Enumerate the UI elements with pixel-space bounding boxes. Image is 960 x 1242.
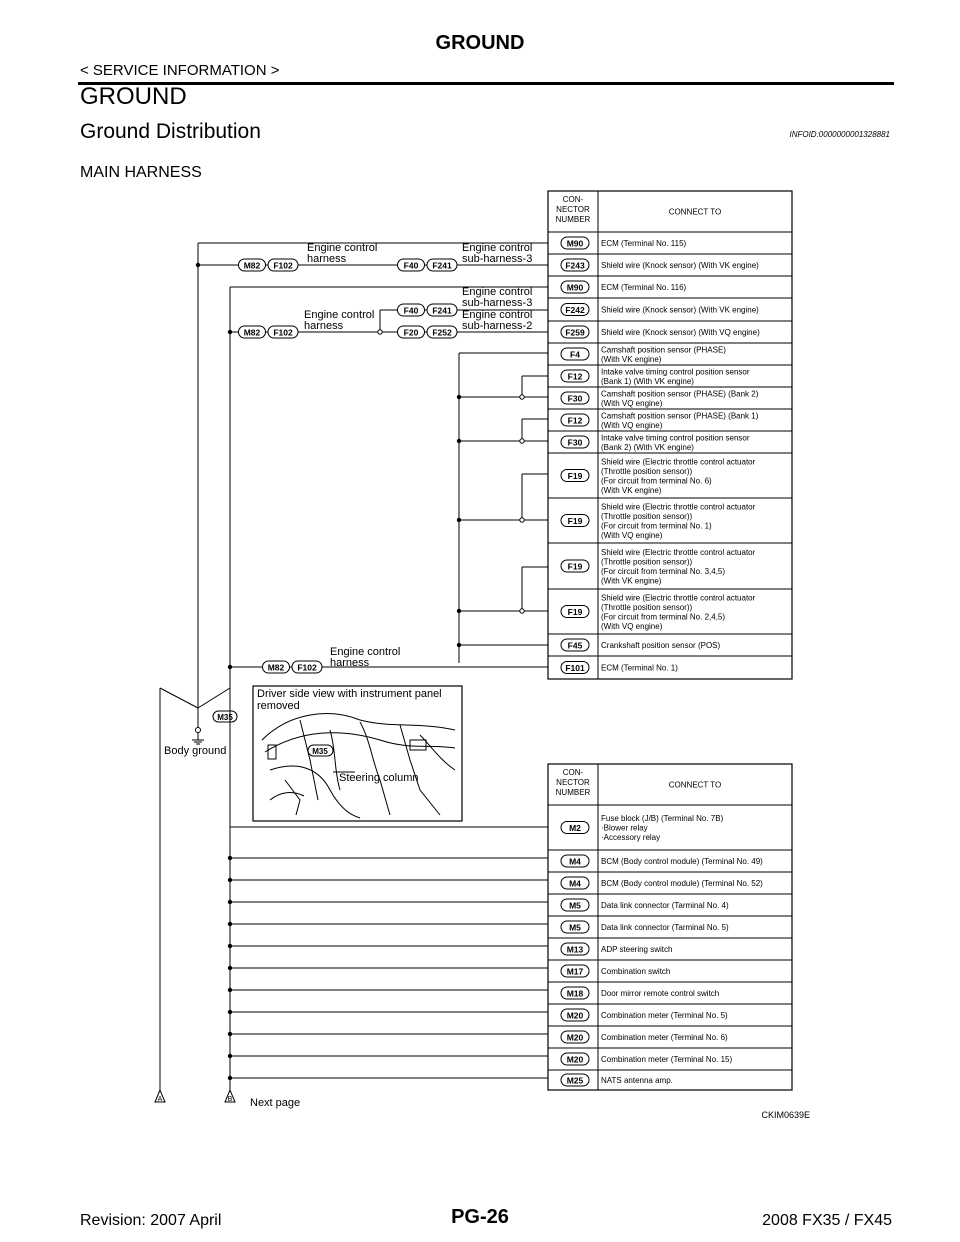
table1-connector-m90: M90 xyxy=(566,238,584,249)
point-b-label: B xyxy=(227,1096,233,1103)
splice-dot-lower xyxy=(228,922,232,926)
table1-row-text: (With VQ engine) xyxy=(601,621,663,631)
splice-dot-lower xyxy=(228,966,232,970)
engine-control-label-1b: harness xyxy=(307,253,347,265)
table2-connector-m20: M20 xyxy=(566,1054,584,1065)
engine-control-label-3b: harness xyxy=(330,657,370,669)
connector-f241-1: F241 xyxy=(432,260,452,271)
table2-rows xyxy=(548,814,792,1086)
table1-row-text: (With VQ engine) xyxy=(601,530,663,540)
table1-header-connector-0: CON- xyxy=(562,195,584,204)
table2-header-connect-to: CONNECT TO xyxy=(668,780,722,790)
table1-header-connect-to: CONNECT TO xyxy=(668,207,722,217)
splice-dot-lower xyxy=(228,944,232,948)
engine-control-label-3a: Engine control xyxy=(330,646,401,658)
connector-f20: F20 xyxy=(403,327,419,338)
table2-connector-m4: M4 xyxy=(569,856,581,867)
connector-m82-1: M82 xyxy=(243,260,261,271)
table1-row-text: (For circuit from terminal No. 2,4,5) xyxy=(601,612,726,622)
table1-row-text: (Throttle position sensor)) xyxy=(601,602,693,612)
connector-m82-3: M82 xyxy=(267,662,285,673)
inset-m35-label: M35 xyxy=(312,747,328,756)
table1-row-text: Camshaft position sensor (PHASE) (Bank 1) xyxy=(601,411,759,421)
table2-connector-m5: M5 xyxy=(569,900,581,911)
table1-row-text: (Bank 2) (With VK engine) xyxy=(601,442,694,452)
connector-m82-2: M82 xyxy=(243,327,261,338)
continuation-markers xyxy=(155,1090,300,1109)
table2-header-connector-1: NECTOR xyxy=(556,778,590,787)
table2-row-text: Data link connector (Tarminal No. 5) xyxy=(601,923,729,932)
splice-dot-lower xyxy=(228,878,232,882)
next-page-label: Next page xyxy=(250,1097,301,1109)
table1-connector-f30: F30 xyxy=(567,437,583,448)
table2-row-text: BCM (Body control module) (Terminal No. 49) xyxy=(601,857,763,866)
table2-header-connector-0: CON- xyxy=(562,768,584,777)
inset-figure xyxy=(253,686,462,821)
table1-row-text: (With VQ engine) xyxy=(601,420,663,430)
lower-wiring xyxy=(228,827,548,1080)
info-id: INFOID:0000000001328881 xyxy=(789,130,890,139)
table2-connector-m20: M20 xyxy=(566,1010,584,1021)
table2-connector-m4: M4 xyxy=(569,878,581,889)
sub3-label-1b: sub-harness-3 xyxy=(462,253,533,265)
table1-row-text: Shield wire (Electric throttle control actuator xyxy=(601,502,756,512)
table1-row-text: ECM (Terminal No. 1) xyxy=(601,663,678,673)
table1-row-text: (With VQ engine) xyxy=(601,398,663,408)
vehicle-model: 2008 FX35 / FX45 xyxy=(762,1212,892,1229)
figure-code: CKIM0639E xyxy=(761,1110,810,1120)
table1-row-text: (Throttle position sensor)) xyxy=(601,557,693,567)
table1-row-text: (Bank 1) (With VK engine) xyxy=(601,376,694,386)
table1-connector-f19: F19 xyxy=(567,515,583,526)
table1-connector-f19: F19 xyxy=(567,606,583,617)
table1-row-text: Shield wire (Knock sensor) (With VQ engine) xyxy=(601,328,760,337)
revision-date: Revision: 2007 April xyxy=(80,1212,222,1229)
sub2-label-a: Engine control xyxy=(462,309,533,321)
table1-connector-f242: F242 xyxy=(565,304,585,315)
table2-row-text: Data link connector (Tarminal No. 4) xyxy=(601,901,729,910)
table1-header xyxy=(548,195,792,232)
table1-row-text: ECM (Terminal No. 115) xyxy=(601,239,687,248)
page-header-title: GROUND xyxy=(435,32,525,54)
table2-header xyxy=(548,768,792,805)
table2-connector-m5: M5 xyxy=(569,922,581,933)
table2-connector-m25: M25 xyxy=(566,1075,584,1086)
table1-connector-f4: F4 xyxy=(570,349,580,360)
table2-connector-m18: M18 xyxy=(566,988,584,999)
breadcrumb[interactable]: < SERVICE INFORMATION > xyxy=(80,62,280,79)
point-a-label: A xyxy=(157,1096,163,1103)
table1-row-text: Camshaft position sensor (PHASE) xyxy=(601,345,726,355)
table1-rows xyxy=(548,237,792,674)
splice-dot-lower xyxy=(228,988,232,992)
table2-row-text: Combination meter (Terminal No. 5) xyxy=(601,1011,728,1020)
engine-control-label-1a: Engine control xyxy=(307,242,378,254)
table1-row-text: ECM (Terminal No. 116) xyxy=(601,283,687,292)
section-title: GROUND xyxy=(80,83,187,110)
table1-header-connector-2: NUMBER xyxy=(555,215,591,224)
table2-connector-m20: M20 xyxy=(566,1032,584,1043)
table1-connector-f19: F19 xyxy=(567,561,583,572)
table1-connector-f19: F19 xyxy=(567,470,583,481)
splice-dot-lower xyxy=(228,1076,232,1080)
table1-row-text: Shield wire (Knock sensor) (With VK engine) xyxy=(601,261,759,270)
table1-connector-f12: F12 xyxy=(567,371,583,382)
table1-connector-f101: F101 xyxy=(565,662,585,673)
splice-dot-lower xyxy=(228,1010,232,1014)
splice-open-dots xyxy=(378,330,524,613)
connector-f102-1: F102 xyxy=(273,260,293,271)
engine-control-label-2b: harness xyxy=(304,320,344,332)
table1-row-text: Camshaft position sensor (PHASE) (Bank 2) xyxy=(601,389,759,399)
table2-connector-m13: M13 xyxy=(566,944,584,955)
table1-row-text: (Throttle position sensor)) xyxy=(601,511,693,521)
connector-f40-2: F40 xyxy=(403,305,419,316)
steering-column-label: Steering column xyxy=(339,772,419,784)
harness-title: MAIN HARNESS xyxy=(80,164,202,181)
table1-row-text: Shield wire (Electric throttle control actuator xyxy=(601,547,756,557)
connector-f102-2: F102 xyxy=(273,327,293,338)
table2-row-text: ·Accessory relay xyxy=(601,833,661,842)
table2-row-text: BCM (Body control module) (Terminal No. 52) xyxy=(601,879,763,888)
sub3-label-1a: Engine control xyxy=(462,242,533,254)
splice-dot-lower xyxy=(228,900,232,904)
table2-row-text: ADP steering switch xyxy=(601,945,673,954)
table1-row-text: Intake valve timing control position sensor xyxy=(601,367,750,377)
splice-dot-lower xyxy=(228,856,232,860)
table2-connector-m17: M17 xyxy=(566,966,584,977)
dashboard-sketch xyxy=(262,714,455,818)
table2-header-connector-2: NUMBER xyxy=(555,788,591,797)
table2-row-text: Combination meter (Terminal No. 6) xyxy=(601,1033,728,1042)
table1-row-text: Crankshaft position sensor (POS) xyxy=(601,641,721,650)
splice-dot-lower xyxy=(228,1054,232,1058)
table1-header-connector-1: NECTOR xyxy=(556,205,590,214)
table1-row-text: (For circuit from terminal No. 3,4,5) xyxy=(601,566,726,576)
inset-caption-2: removed xyxy=(257,700,300,712)
connector-f102-3: F102 xyxy=(297,662,317,673)
table2-row-text: NATS antenna amp. xyxy=(601,1076,673,1085)
table1-connector-f45: F45 xyxy=(567,640,583,651)
body-ground-label: Body ground xyxy=(164,745,227,757)
table2-row-text: Fuse block (J/B) (Terminal No. 7B) xyxy=(601,814,724,823)
table1-connector-m90: M90 xyxy=(566,282,584,293)
sub2-label-b: sub-harness-2 xyxy=(462,320,533,332)
table1-row-text: Shield wire (Knock sensor) (With VK engine) xyxy=(601,305,759,315)
engine-control-label-2a: Engine control xyxy=(304,309,375,321)
table2-row-text: Door mirror remote control switch xyxy=(601,989,720,998)
table1-connector-f243: F243 xyxy=(565,260,585,271)
splice-dot-lower xyxy=(228,1032,232,1036)
table1-row-text: (With VK engine) xyxy=(601,354,662,364)
table1-row-text: (For circuit from terminal No. 6) xyxy=(601,476,712,486)
inset-caption-1: Driver side view with instrument panel xyxy=(257,688,442,700)
table1-connector-f30: F30 xyxy=(567,393,583,404)
connector-f241-2: F241 xyxy=(432,305,452,316)
connector-f252: F252 xyxy=(432,327,452,338)
table2-row-text: Combination switch xyxy=(601,967,671,976)
table1-row-text: (With VK engine) xyxy=(601,576,662,586)
page-number: PG-26 xyxy=(451,1206,509,1228)
subsection-title: Ground Distribution xyxy=(80,120,261,143)
table1-row-text: Shield wire (Electric throttle control actuator xyxy=(601,593,756,603)
table1-connector-f12: F12 xyxy=(567,415,583,426)
table1-row-text: Intake valve timing control position sensor xyxy=(601,433,750,443)
table2-row-text: Combination meter (Terminal No. 15) xyxy=(601,1055,733,1064)
table1-row-text: (With VK engine) xyxy=(601,485,662,495)
table1-connector-f259: F259 xyxy=(565,327,585,338)
table2-connector-m2: M2 xyxy=(569,822,581,833)
m35-ground-label: M35 xyxy=(217,713,233,722)
table1-row-text: (Throttle position sensor)) xyxy=(601,466,693,476)
sub3-label-2b: sub-harness-3 xyxy=(462,297,533,309)
table2-row-text: ·Blower relay xyxy=(601,823,648,833)
table1-row-text: (For circuit from terminal No. 1) xyxy=(601,521,712,531)
harness-connectors xyxy=(239,259,458,673)
body-ground xyxy=(164,711,237,757)
connector-f40-1: F40 xyxy=(403,260,419,271)
table1-row-text: Shield wire (Electric throttle control actuator xyxy=(601,457,756,467)
sub3-label-2a: Engine control xyxy=(462,286,533,298)
